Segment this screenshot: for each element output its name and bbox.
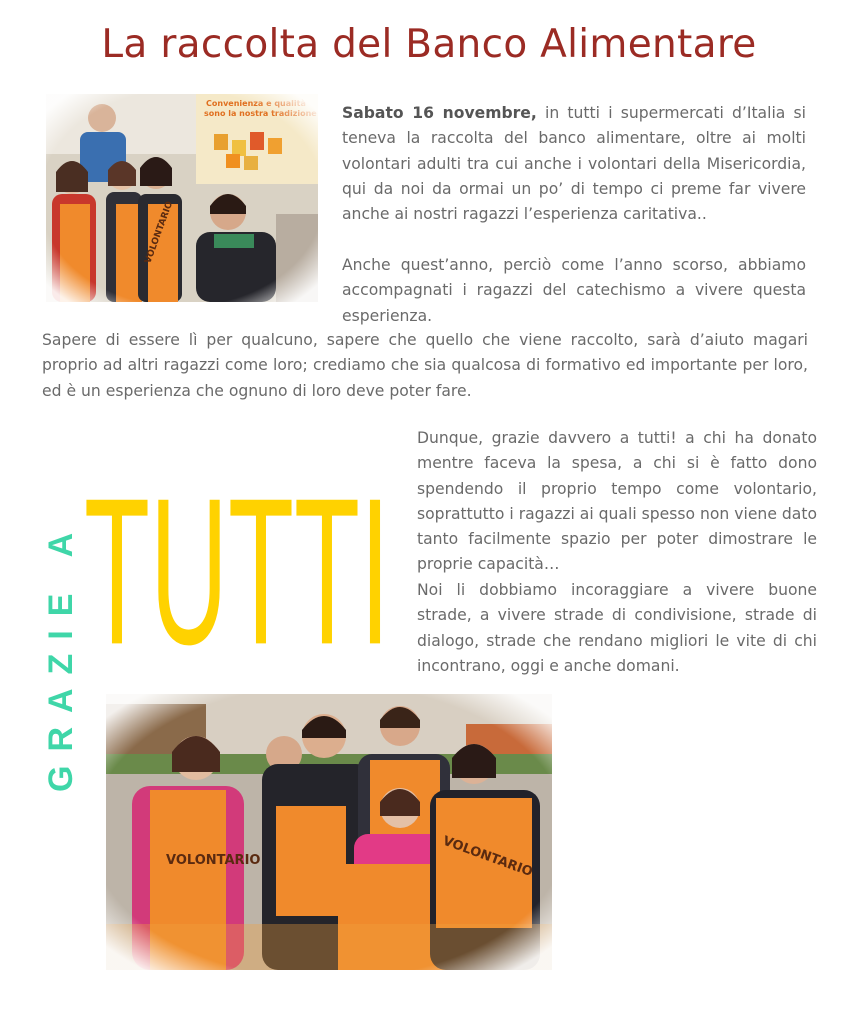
tutti-big-word — [84, 436, 394, 648]
third-paragraph: Sapere di essere lì per qualcuno, sapere che quello che viene raccolto, sarà d’aiuto magari proprio ad altri ragazzi come loro; crediamo che sia qualcosa di formativo ed importante per loro, ed è un esperienza che ognuno di loro deve poter fare. — [42, 331, 808, 400]
grazie-vertical-label: GRAZIE A — [42, 518, 80, 792]
volunteers-photo-2 — [106, 694, 552, 970]
tutti-text: TUTTI — [84, 454, 390, 648]
intro-text: in tutti i supermercati d’Italia si teneva la raccolta del banco alimentare, oltre ai molti volontari adulti tra cui anche i volontari della Misericordia, qui da noi da ormai un po’ di tempo ci preme far vivere anche ai nostri ragazzi l’esperienza caritativa.. — [342, 104, 806, 224]
thanks-paragraph: Dunque, grazie davvero a tutti! a chi ha donato mentre faceva la spesa, a chi si è fatto dono spendendo il proprio tempo come volontario, soprattutto i ragazzi ai quali spesso non viene dato tanto facilmente spazio per poter dimostrare le proprie capacità… — [417, 429, 817, 574]
intro-paragraph — [342, 101, 806, 227]
encouragement-paragraph: Noi li dobbiamo incoraggiare a vivere buone strade, a vivere strade di condivisione, strade di dialogo, strade che rendano migliori le vite di chi incontrano, oggi e anche domani. — [417, 581, 817, 675]
page-title: La raccolta del Banco Alimentare — [101, 22, 757, 67]
volunteers-photo-1 — [46, 94, 318, 302]
date-lead: Sabato 16 novembre, — [342, 104, 537, 122]
second-paragraph: Anche quest’anno, perciò come l’anno scorso, abbiamo accompagnati i ragazzi del catechismo a vivere questa esperienza. — [342, 256, 806, 325]
